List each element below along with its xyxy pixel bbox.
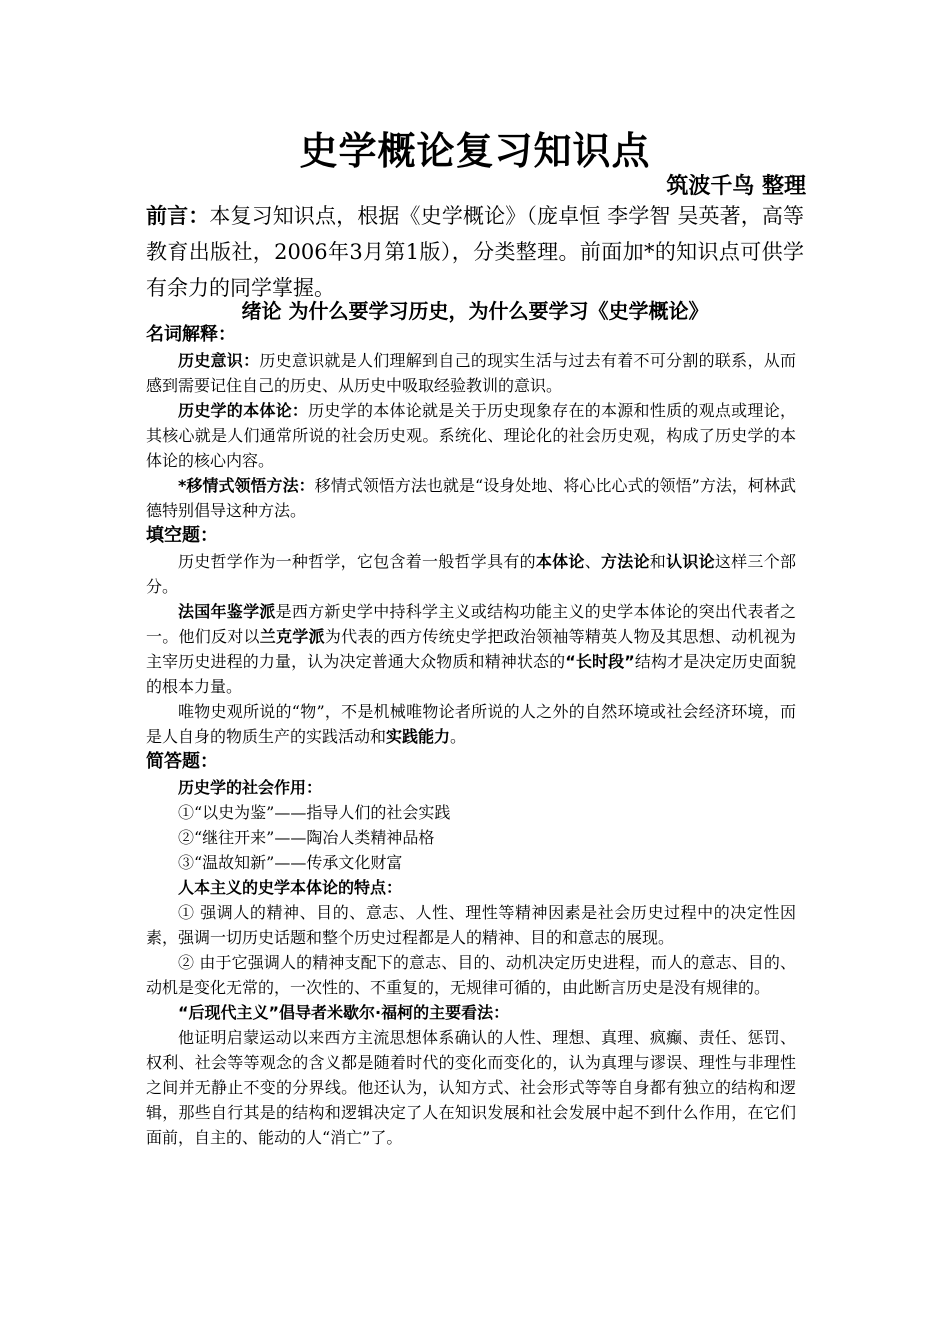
preface [146,198,804,306]
preface-label: 前言： [146,204,210,228]
text-run: 结构才是决定历史面貌的根本力量。 [146,652,796,696]
text-run: 历史哲学作为一种哲学，它包含着一般哲学具有的 [178,552,536,571]
definition-text: 历史学的本体论就是关于历史现象存在的本源和性质的观点或理论，其核心就是人们通常所说的社会历史观。系统化、理论化的社会历史观，构成了历史学的本体论的核心内容。 [146,401,796,470]
question-title: 历史学的社会作用： [178,778,323,797]
short-answer-heading: 简答题： [146,751,218,772]
text-run: 为代表的西方传统史学把政治领袖等精英人物及其思想、动机视为主宰历史进程的力量，认为决定普通大众物质和精神状态的 [146,627,796,671]
answer-item: ①“以史为鉴”——指导人们的社会实践 [178,803,451,822]
answer-term: 兰克学派 [259,627,325,646]
answer-term: 法国年鉴学派 [178,602,276,621]
definition-term: *移情式领悟方法： [178,476,315,495]
answer-item: ② 由于它强调人的精神支配下的意志、目的、动机决定历史进程，而人的意志、目的、动机是变化无常的，一次性的、不重复的，无规律可循的，由此断言历史是没有规律的。 [146,953,796,997]
answer-item: ③“温故知新”——传承文化财富 [178,853,403,872]
answer-term: 本体论 [535,552,585,571]
document-title: 史学概论复习知识点 [299,129,651,173]
preface-text: 本复习知识点，根据《史学概论》（庞卓恒 李学智 吴英著，高等教育出版社，2006年3月第1版），分类整理。前面加*的知识点可供学有余力的同学掌握。 [146,204,804,300]
answer-paragraph: 他证明启蒙运动以来西方主流思想体系确认的人性、理想、真理、疯癫、责任、惩罚、权利、社会等等观念的含义都是随着时代的变化而变化的，认为真理与谬误、理性与非理性之间并无静止不变的分界线。他还认为，认知方式、社会形式等等自身都有独立的结构和逻辑，那些自行其是的结构和逻辑决定了人在知识发展和社会发展中起不到什么作用，在它们面前，自主的、能动的人“消亡”了。 [146,1028,796,1147]
fill-blank-paragraph [146,549,796,599]
fill-blank-paragraph [146,599,796,699]
text-run: 、 [584,552,601,571]
answer-term: “长时段” [565,652,635,671]
text-run: 和 [649,552,667,571]
chapter-title: 绪论 为什么要学习历史，为什么要学习《史学概论》 [241,299,709,323]
fill-blank-heading: 填空题： [146,525,218,546]
answer-term: 方法论 [600,552,650,571]
definition-term: 历史学的本体论： [178,401,309,420]
document-body [146,322,796,1150]
answer-item: ① 强调人的精神、目的、意志、人性、理性等精神因素是社会历史过程中的决定性因素，强调一切历史话题和整个历史过程都是人的精神、目的和意志的展现。 [146,903,796,947]
fill-blank-paragraph [146,699,796,749]
definition-term: 历史意识： [178,351,260,370]
definitions-heading: 名词解释： [146,324,236,345]
definition-text: 历史意识就是人们理解到自己的现实生活与过去有着不可分割的联系，从而感到需要记住自己的历史、从历史中吸取经验教训的意识。 [146,351,796,395]
definition-item [146,473,796,523]
definition-item [146,398,796,473]
text-run: 这样三个部分。 [146,552,796,596]
question-title: 人本主义的史学本体论的特点： [178,878,403,897]
author-credit: 筑波千鸟 整理 [666,174,806,199]
text-run: 。 [450,727,467,746]
answer-term: 实践能力 [386,727,451,746]
answer-item: ②“继往开来”——陶冶人类精神品格 [178,828,435,847]
definition-text: 移情式领悟方法也就是“设身处地、将心比心式的领悟”方法，柯林武德特别倡导这种方法。 [146,476,796,520]
answer-term: 认识论 [666,552,715,571]
definition-item [146,348,796,398]
question-title: “后现代主义”倡导者米歇尔·福柯的主要看法： [178,1003,510,1022]
text-run: 唯物史观所说的“物”，不是机械唯物论者所说的人之外的自然环境或社会经济环境，而是人自身的物质生产的实践活动和 [146,702,796,746]
text-run: 是西方新史学中持科学主义或结构功能主义的史学本体论的突出代表者之一。他们反对以 [146,602,796,646]
